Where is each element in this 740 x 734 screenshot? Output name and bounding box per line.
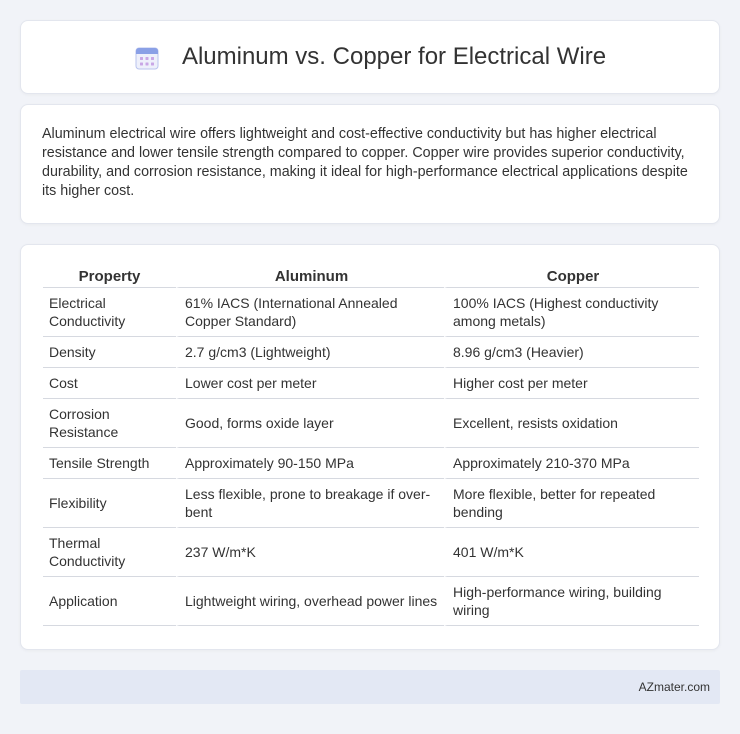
calendar-icon (134, 45, 160, 71)
header-property: Property (43, 266, 176, 288)
comparison-table (43, 266, 699, 626)
property-cell: Tensile Strength (43, 448, 176, 479)
property-cell: Flexibility (43, 479, 176, 528)
aluminum-cell: Approximately 90-150 MPa (176, 448, 444, 479)
property-cell: Corrosion Resistance (43, 399, 176, 448)
summary-text: Aluminum electrical wire offers lightweight and cost-effective conductivity but has higher electrical resistance and lower tensile strength compared to copper. Copper wire provides superior conductivity, durability, and corrosion resistance, making it ideal for high-performance electrical applications despite its higher cost. (42, 126, 688, 199)
aluminum-cell: 237 W/m*K (176, 528, 444, 577)
table-row (43, 479, 699, 528)
table-row (43, 448, 699, 479)
comparison-table-card (20, 244, 720, 650)
aluminum-cell: Lower cost per meter (176, 368, 444, 399)
table-row (43, 337, 699, 368)
table-row (43, 399, 699, 448)
copper-cell: 401 W/m*K (444, 528, 699, 577)
title-card (20, 20, 720, 94)
copper-cell: Higher cost per meter (444, 368, 699, 399)
copper-cell: Excellent, resists oxidation (444, 399, 699, 448)
copper-cell: 100% IACS (Highest conductivity among metals) (444, 288, 699, 337)
aluminum-cell: 2.7 g/cm3 (Lightweight) (176, 337, 444, 368)
summary-card (20, 104, 720, 224)
table-header-row (43, 266, 699, 288)
table-row (43, 577, 699, 626)
footer-brand-link[interactable]: AZmater.com (638, 680, 710, 694)
property-cell: Cost (43, 368, 176, 399)
page-title: Aluminum vs. Copper for Electrical Wire (181, 43, 607, 70)
property-cell: Density (43, 337, 176, 368)
table-row (43, 368, 699, 399)
header-copper: Copper (444, 266, 699, 288)
aluminum-cell: Less flexible, prone to breakage if over-bent (176, 479, 444, 528)
table-row (43, 528, 699, 577)
aluminum-cell: Lightweight wiring, overhead power lines (176, 577, 444, 626)
property-cell: Thermal Conductivity (43, 528, 176, 577)
copper-cell: High-performance wiring, building wiring (444, 577, 699, 626)
header-aluminum: Aluminum (176, 266, 444, 288)
aluminum-cell: 61% IACS (International Annealed Copper Standard) (176, 288, 444, 337)
copper-cell: 8.96 g/cm3 (Heavier) (444, 337, 699, 368)
table-row (43, 288, 699, 337)
copper-cell: More flexible, better for repeated bending (444, 479, 699, 528)
property-cell: Electrical Conductivity (43, 288, 176, 337)
property-cell: Application (43, 577, 176, 626)
copper-cell: Approximately 210-370 MPa (444, 448, 699, 479)
footer (20, 670, 720, 704)
aluminum-cell: Good, forms oxide layer (176, 399, 444, 448)
